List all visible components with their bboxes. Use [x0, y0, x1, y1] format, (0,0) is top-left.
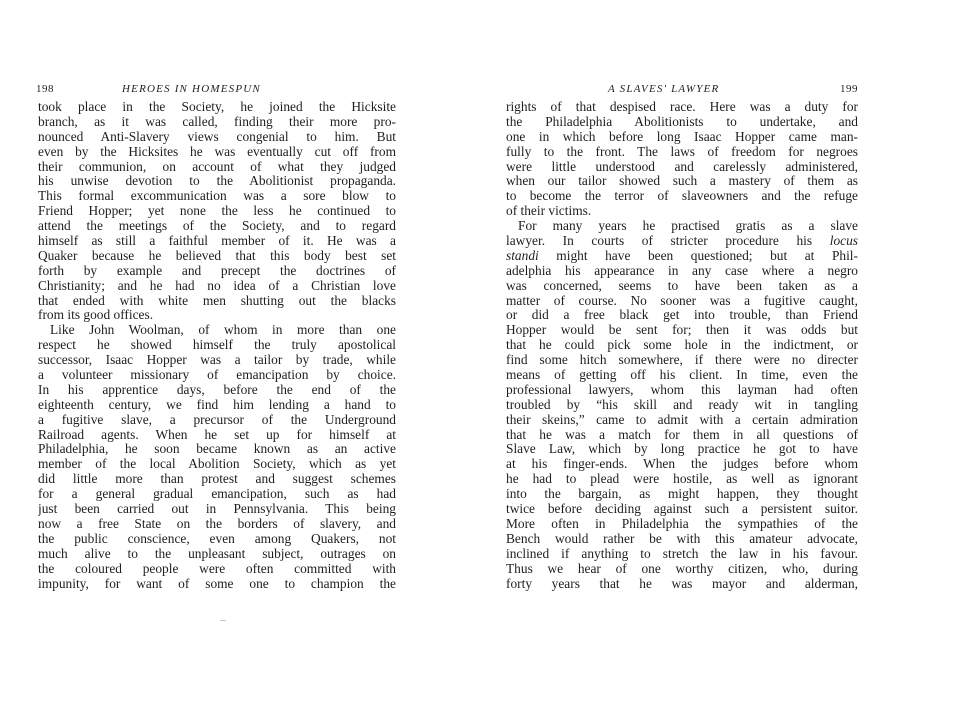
text-line: much alive to the unpleasant subject, outrages on [38, 546, 396, 561]
text-line: took place in the Society, he joined the Hicksite [38, 100, 396, 114]
text-line: matter of course. No sooner was a fugitive caught, [506, 293, 858, 308]
text-line: Like John Woolman, of whom in more than one [50, 323, 396, 338]
text-line: when our tailor showed such a mastery of them as [506, 174, 858, 189]
running-title: A SLAVES' LAWYER [608, 83, 720, 95]
text-line: Slave Law, which by long practice he got to have [506, 442, 858, 457]
text-line: Thus we hear of one worthy citizen, who, during [506, 561, 858, 576]
text-line: the public conscience, even among Quakers, not [38, 531, 396, 546]
text-line: standi might have been questioned; but at Phil- [506, 248, 858, 263]
text-line: of their victims. [506, 204, 592, 219]
text-line: For many years he practised gratis as a slave [518, 219, 858, 234]
page-number: 199 [840, 83, 858, 95]
text-line: he had to plead were hostile, as well as ignorant [506, 472, 858, 487]
text-line: fully to the front. The laws of freedom for negroes [506, 144, 858, 159]
text-line: find some hitch somewhere, if there were no directer [506, 353, 858, 368]
page-number: 198 [36, 83, 54, 95]
text-line: himself as still a faithful member of it. He was a [38, 234, 396, 249]
text-line: means of getting off his client. In time, even the [506, 368, 858, 383]
text-line: a volunteer missionary of emancipation by choice. [38, 368, 396, 383]
text-line: that he could pick some hole in the indictment, or [506, 338, 858, 353]
text-line: attend the meetings of the Society, and to regard [38, 219, 396, 234]
text-line: was concerned, seems to have been taken as a [506, 278, 858, 293]
text-line: lawyer. In courts of stricter procedure his locus [506, 234, 858, 249]
text-line: that he was a match for them in all questions of [506, 427, 858, 442]
text-line: In his apprentice days, before the end of the [38, 382, 396, 397]
text-line: their skeins,” came to admit with a certain admiration [506, 412, 858, 427]
text-line: Hopper would be sent for; then it was odds but [506, 323, 858, 338]
text-line: eighteenth century, we find him lending a hand to [38, 397, 396, 412]
text-line: one in which before long Isaac Hopper came man- [506, 129, 858, 144]
text-line: This formal excommunication was a sore blow to [38, 189, 396, 204]
text-column [506, 100, 858, 591]
text-line: that ended with white men shutting out the blacks [38, 293, 396, 308]
text-line: the coloured people were often committed with [38, 561, 396, 576]
text-line: Philadelphia, he soon became known as an active [38, 442, 396, 457]
text-line: branch, as it was called, finding their more pro- [38, 114, 396, 129]
text-line: professional lawyers, whom this layman had often [506, 382, 858, 397]
text-line: or did a free black get into trouble, than Friend [506, 308, 858, 323]
text-line: Friend Hopper; yet none the less he continued to [38, 204, 396, 219]
text-column [38, 100, 396, 591]
text-line: rights of that despised race. Here was a duty for [506, 100, 858, 114]
text-line: troubled by “his skill and ready wit in tangling [506, 397, 858, 412]
text-line: his unwise devotion to the Abolitionist propaganda. [38, 174, 396, 189]
text-line: the Philadelphia Abolitionists to undertake, and [506, 114, 858, 129]
text-line: inclined if anything to stretch the law in his favour. [506, 546, 858, 561]
text-line: even by the Hicksites he was eventually cut off from [38, 144, 396, 159]
text-line: Railroad agents. When he set up for himself at [38, 427, 396, 442]
right-page [490, 0, 980, 715]
scan-speck [220, 620, 226, 621]
text-line: to become the terror of slaveowners and the refuge [506, 189, 858, 204]
text-line: respect he showed himself the truly apostolical [38, 338, 396, 353]
text-line: Christianity; and he had no idea of a Christian love [38, 278, 396, 293]
text-line: More often in Philadelphia the sympathies of the [506, 516, 858, 531]
text-line: member of the local Abolition Society, which as yet [38, 457, 396, 472]
text-line: were little understood and carelessly administered, [506, 159, 858, 174]
text-line: forty years that he was mayor and alderman, [506, 576, 858, 591]
text-line: now a free State on the borders of slavery, and [38, 516, 396, 531]
text-line: impunity, for want of some one to champion the [38, 576, 396, 591]
text-line: a fugitive slave, a precursor of the Underground [38, 412, 396, 427]
text-line: from its good offices. [38, 308, 154, 323]
text-line: their communion, on account of what they judged [38, 159, 396, 174]
text-line: successor, Isaac Hopper was a tailor by trade, while [38, 353, 396, 368]
text-line: Bench would rather be with this amateur advocate, [506, 531, 858, 546]
text-line: for a general gradual emancipation, such as had [38, 487, 396, 502]
text-line: Quaker because he believed that this body best set [38, 248, 396, 263]
text-line: forth by example and precept the doctrines of [38, 263, 396, 278]
text-line: nounced Anti-Slavery views congenial to him. But [38, 129, 396, 144]
text-line: into the bargain, as might happen, they thought [506, 487, 858, 502]
text-line: at his finger-ends. When the judges before whom [506, 457, 858, 472]
text-line: twice before deciding against such a persistent suitor. [506, 502, 858, 517]
text-line: adelphia his appearance in any case where a negro [506, 263, 858, 278]
text-line: just been carried out in Pennsylvania. This being [38, 502, 396, 517]
text-line: did little more than protest and suggest schemes [38, 472, 396, 487]
running-title: HEROES IN HOMESPUN [122, 83, 261, 95]
